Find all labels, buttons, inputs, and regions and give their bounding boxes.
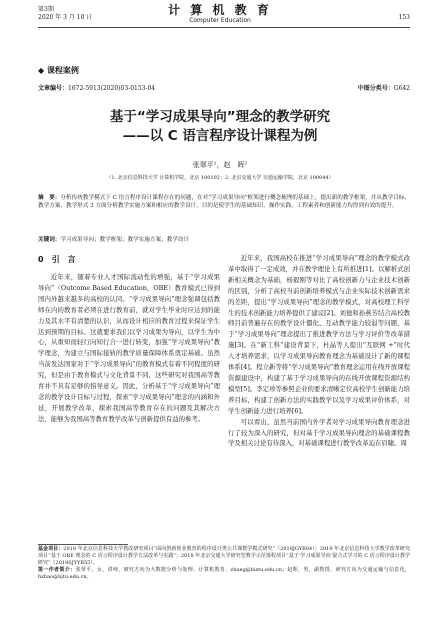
- keywords-label: 关键词：: [38, 237, 61, 243]
- doi-line: [38, 83, 155, 92]
- issue-number: 第3期: [38, 6, 54, 13]
- running-header-left: [38, 6, 92, 22]
- journal-title-cn: 计 算 机 教 育: [168, 3, 272, 17]
- header-divider: [38, 27, 410, 28]
- keywords: [38, 236, 410, 244]
- publication-date: 2020 年 3 月 10 日: [38, 14, 93, 21]
- right-column: [228, 253, 410, 449]
- keywords-text: 学习成果导向；教学框架；教学实施方案；教学设计: [60, 237, 190, 243]
- doi-value: 1672-5913(2020)03-0153-04: [68, 85, 156, 92]
- journal-title-en: Computer Education: [189, 17, 251, 24]
- section-heading: 0 引 言: [38, 255, 76, 264]
- abstract-label: 摘 要：: [38, 195, 61, 201]
- column-tag: ◆ 课程案例: [38, 66, 79, 75]
- footnote-label: 基金项目：: [38, 546, 64, 552]
- body-paragraph: 近年来，我国高校在推进“学习成果导向”理念的教学模式改革中取得了一定成效，并在教学理论上有所推进[1]。以解析式创新相关概念为基础，杨毅刚等对比了高校创新力与企业技术创新的区别，分析了高校当前创新培养模式与企业实际技术创新需求的差距，提出“学习成果导向”理念的教学模式，对高校理工科学生的技术创新能力培养提供了建议[2]。刘德和孙燕芳结合高校教师目前普遍存在的教学设计僵化、互动教学能力较弱等问题，基于“学习成果导向”理念提出了推进教学方法与学习评价等改革措施[3]。在“新工科”建设背景下，杜晶等人提出“互联网 +”时代人才培养需求，以学习成果导向教育理念为基础设计了新的课程体系[4]。程立新等将“学习成果导向”教育理念运用在线开放课程资源建设中，构建了基于学习成果导向的在线开放课程资源结构模型[5]。李定珍等参照企业的要求清晰定位高校学生创新能力培养目标，构建了创新方法的实践教学以及学习成果评价体系，对学生创新能力进行培养[6]。: [228, 254, 410, 415]
- body-paragraph: 可以看出，虽然当前国内外学者对学习成果导向教育理念进行了较为深入的研究，但对基于学习成果导向理念的基础课程教学及相关讨论有待深入，对基础课程进行教学改革迫在眉睫。周: [228, 417, 410, 448]
- footnote: [38, 546, 410, 581]
- title-line-2: ——以 C 语言程序设计课程为例: [122, 128, 318, 144]
- clc-line: [358, 83, 410, 92]
- author-list: 张翠平¹，赵 晖²: [192, 161, 248, 169]
- journal-masthead: [150, 3, 290, 25]
- article-meta: [38, 83, 410, 92]
- footnote-text: 2018 年北京信息科技大学教改研究项目“面向创新创业教育的程序设计类公共课教学模式研究”（2018JGYB04）；2019 年北京信息科技大学教学改革研究项目“基于 OBE 理念的 C 语言程序设计教学方法改革与实践”；2018 年北京交通大学研究型教学示范课程项目“基于‘学习成果导向’混合式学习的 C 语言程序设计教学研究”（2018SJYYB55）。: [38, 546, 410, 566]
- clc-label: 中图分类号：: [357, 85, 394, 92]
- affiliations: （1. 北京信息科技大学 计算机学院，北京 100192；2. 北京交通大学 交通运输学院，北京 100044）: [106, 175, 334, 181]
- title-line-1: 基于“学习成果导向”理念的教学研究: [109, 109, 331, 125]
- abstract-text: 分析传统教学模式下 C 语言程序设计课程存在的问题，在对“学习成果导向”框架进行概念梳理的基础上，提出新的教学框架，并从教学目标、教学方案、教学形式 3 方面分析教学实施方案和相应的教学设计，目的是使学生的基础知识、操作实践、工程素养和创新能力均得到有效的提升。: [38, 195, 410, 209]
- abstract: [38, 194, 410, 210]
- clc-value: G642: [393, 85, 410, 92]
- author-bio-text: 张翠平，女，讲师，研究方向为大数据分析与处理、计算机教育，zhang@bistu.edu.cn；赵晖，男，副教授，研究方向为交通运输与信息化，hzhao@bjtu.edu.cn。: [38, 567, 410, 580]
- article-title: [40, 108, 400, 146]
- author-bio-label: 第一作者简介：: [38, 567, 76, 573]
- left-column: [38, 272, 220, 425]
- page-number: 153: [398, 14, 410, 21]
- footnote-divider: [38, 544, 128, 545]
- body-paragraph: 近年来，随着专业人才国际流动性的增强，基于“学习成果导向”（Outcome Based Education，OBE）教育模式已得到国内外越来越多的高校的认同。“学习成果导向”理念强调包括教师在内的教育者必须在进行教育前，就对学生毕业时应达到的能力及其水平有清楚的认识，从而设计相应的教育过程来保证学生达到预期的目标。这就要求我们以学习成果为导向，以学生为中心，从重知而轻行向知行合一进行转变，加强“学习成果导向”教学理念，为建立与国际接轨的教学质量保障体系奠定基础。虽然当前发达国家对于“学习成果导向”的教育模式有着不同程度的研究，但是由于教育模式与文化背景不同，这些研究对我国高等教育并不具有足够的指导意义。因此，分析基于“学习成果导向”理念的教学设计目标与过程，探索“学习成果导向”理念的内涵和外延，开展教学改革，探索我国高等教育存在的问题及其解决方法，能够为我国高等教育教学改革与创新提供有益的参考。: [38, 273, 220, 423]
- doi-label: 文章编号：: [38, 85, 69, 92]
